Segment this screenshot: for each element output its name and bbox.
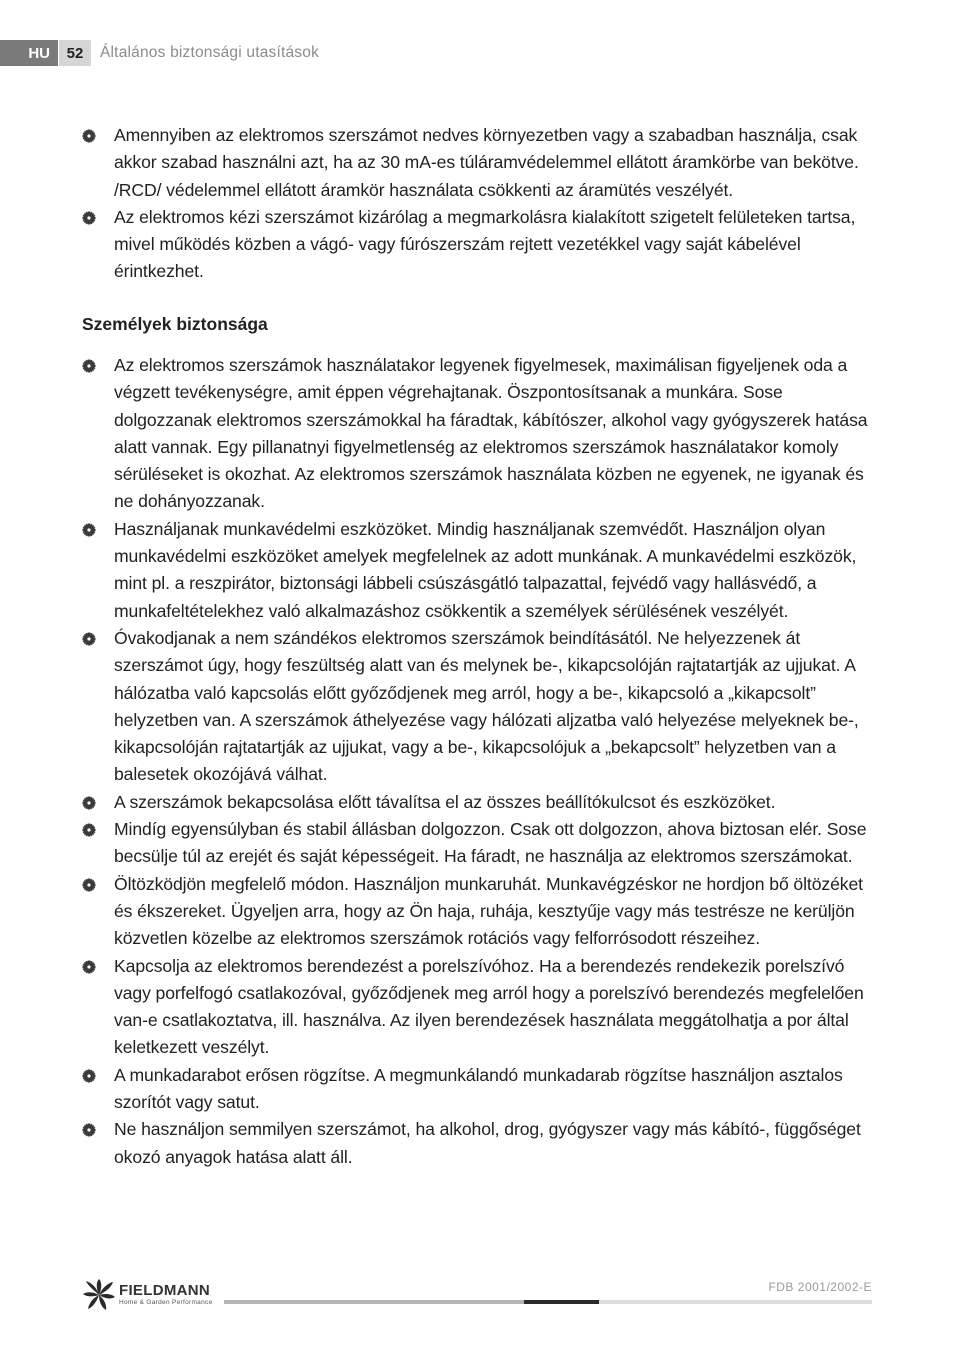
list-item [82,816,877,871]
bullet-list [82,352,877,1171]
list-item [82,204,877,286]
brand-name: FIELDMANN [119,1282,211,1299]
gear-bullet-icon [82,129,96,143]
list-item-text: A munkadarabot erősen rögzítse. A megmunkálandó munkadarab rögzítse használjon asztalos szorítót vagy satut. [114,1064,843,1113]
list-item [82,352,877,516]
list-item [82,1116,877,1171]
gear-bullet-icon [82,211,96,225]
gear-bullet-icon [82,1069,96,1083]
brand-tagline: Home & Garden Performance [119,1299,213,1306]
list-item [82,1062,877,1117]
gear-bullet-icon [82,796,96,810]
list-item [82,871,877,953]
gear-bullet-icon [82,523,96,537]
fieldmann-fan-logo-icon [82,1278,116,1312]
gear-bullet-icon [82,960,96,974]
list-item [82,625,877,789]
section-personal-safety [82,352,877,1171]
list-item-text: Ne használjon semmilyen szerszámot, ha alkohol, drog, gyógyszer vagy más kábító-, függőséget okozó anyagok hatása alatt áll. [114,1119,861,1167]
page-header [0,40,319,66]
list-item-text: Kapcsolja az elektromos berendezést a porelszívóhoz. Ha a berendezés rendekezik porelszívó vagy porfelfogó csatlakozóval, győződjenek meg arról hogy a porelszívó berendezés megfelelően van-e csatlakoztatva, ill. használva. Az ilyen berendezések használata meggátolhatja a por által keletkezett veszélyt. [114,955,864,1058]
list-item [82,789,877,816]
list-item [82,516,877,625]
gear-bullet-icon [82,878,96,892]
page-number: 52 [59,40,91,66]
list-item-text: Óvakodjanak a nem szándékos elektromos szerszámok beindításától. Ne helyezzenek át szerszámot úgy, hogy feszültség alatt van és melynek be-, kikapcsolóján rajtatartják az ujjukat. A hálózatba való kapcsolás előtt győződjenek meg arról, hogy a be-, kikapcsoló a „kikapcsolt” helyzetben van. A szerszámok áthelyezése vagy hálózati aljzatba való helyezése melyeknek be-, kikapcsolóján rajtatartják az ujjukat, vagy a be-, kikapcsolójuk a „bekapcsolt” helyzetben van a balesetek okozójává válhat. [114,627,859,785]
header-title: Általános biztonsági utasítások [100,44,320,61]
bullet-list [82,122,877,286]
model-number: FDB 2001/2002-E [768,1280,872,1294]
gear-bullet-icon [82,359,96,373]
list-item-text: Mindíg egyensúlyban és stabil állásban dolgozzon. Csak ott dolgozzon, ahova biztosan elér. Sose becsülje túl az erejét és saját képességeit. Ha fáradt, ne használja az elektromos szerszámokat. [114,819,867,867]
list-item-text: Az elektromos szerszámok használatakor legyenek figyelmesek, maximálisan figyeljenek oda a végzett tevékenységre, amit éppen végrehajtanak. Öszpontosítsanak a munkára. Sose dolgozzanak elektromos szerszámokkal ha fáradtak, kábítószer, alkohol vagy gyógyszerek hatása alatt vannak. Egy pillanatnyi figyelmetlenség az elektromos szerszámok használatakor komoly sérüléseket is okozhat. Az elektromos szerszámok használata közben ne egyenek, ne igyanak és ne dohányozzanak. [114,355,868,512]
list-item-text: Amennyiben az elektromos szerszámot nedves környezetben vagy a szabadban használja, csak akkor szabad használni azt, ha az 30 mA-es túláramvédelemmel ellátott áramkörbe van bekötve. /RCD/ védelemmel ellátott áramkör használata csökkenti az áramütés veszélyét. [114,125,859,200]
list-item-text: Öltözködjön megfelelő módon. Használjon munkaruhát. Munkavégzéskor ne hordjon bő öltözéket és ékszereket. Ügyeljen arra, hogy az Ön haja, ruhája, kesztyűje vagy más testrésze ne kerüljön közvetlen közelbe az elektromos szerszámok rotációs vagy felforrósodott részeihez. [114,873,863,949]
gear-bullet-icon [82,1123,96,1137]
list-item-text: Használjanak munkavédelmi eszközöket. Mindig használjanak szemvédőt. Használjon olyan munkavédelmi eszközöket amelyek megfelelnek az adott munkának. A munkavédelmi eszközök, mint pl. a reszpirátor, biztonsági lábbeli csúszásgátló talpazattal, fejvédő vagy hallásvédő, a munkafeltételekhez való alkalmazáshoz csökkentik a személyek sérülésének veszélyét. [114,518,857,621]
gear-bullet-icon [82,823,96,837]
section-heading: Személyek biztonsága [82,314,268,334]
list-item-text: Az elektromos kézi szerszámot kizárólag a megmarkolásra kialakított szigetelt felületeken tartsa, mivel működés közben a vágó- vagy fúrószerszám rejtett vezetékkel vagy saját kábelével érintkezhet. [114,206,856,282]
list-item [82,122,877,204]
list-item-text: A szerszámok bekapcsolása előtt távalítsa el az összes beállítókulcsot és eszközöket. [114,791,776,812]
language-badge: HU [0,40,58,66]
list-item [82,953,877,1062]
footer-divider [224,1300,872,1304]
brand-logo [82,1278,212,1312]
gear-bullet-icon [82,632,96,646]
section-electrical-safety [82,122,877,286]
